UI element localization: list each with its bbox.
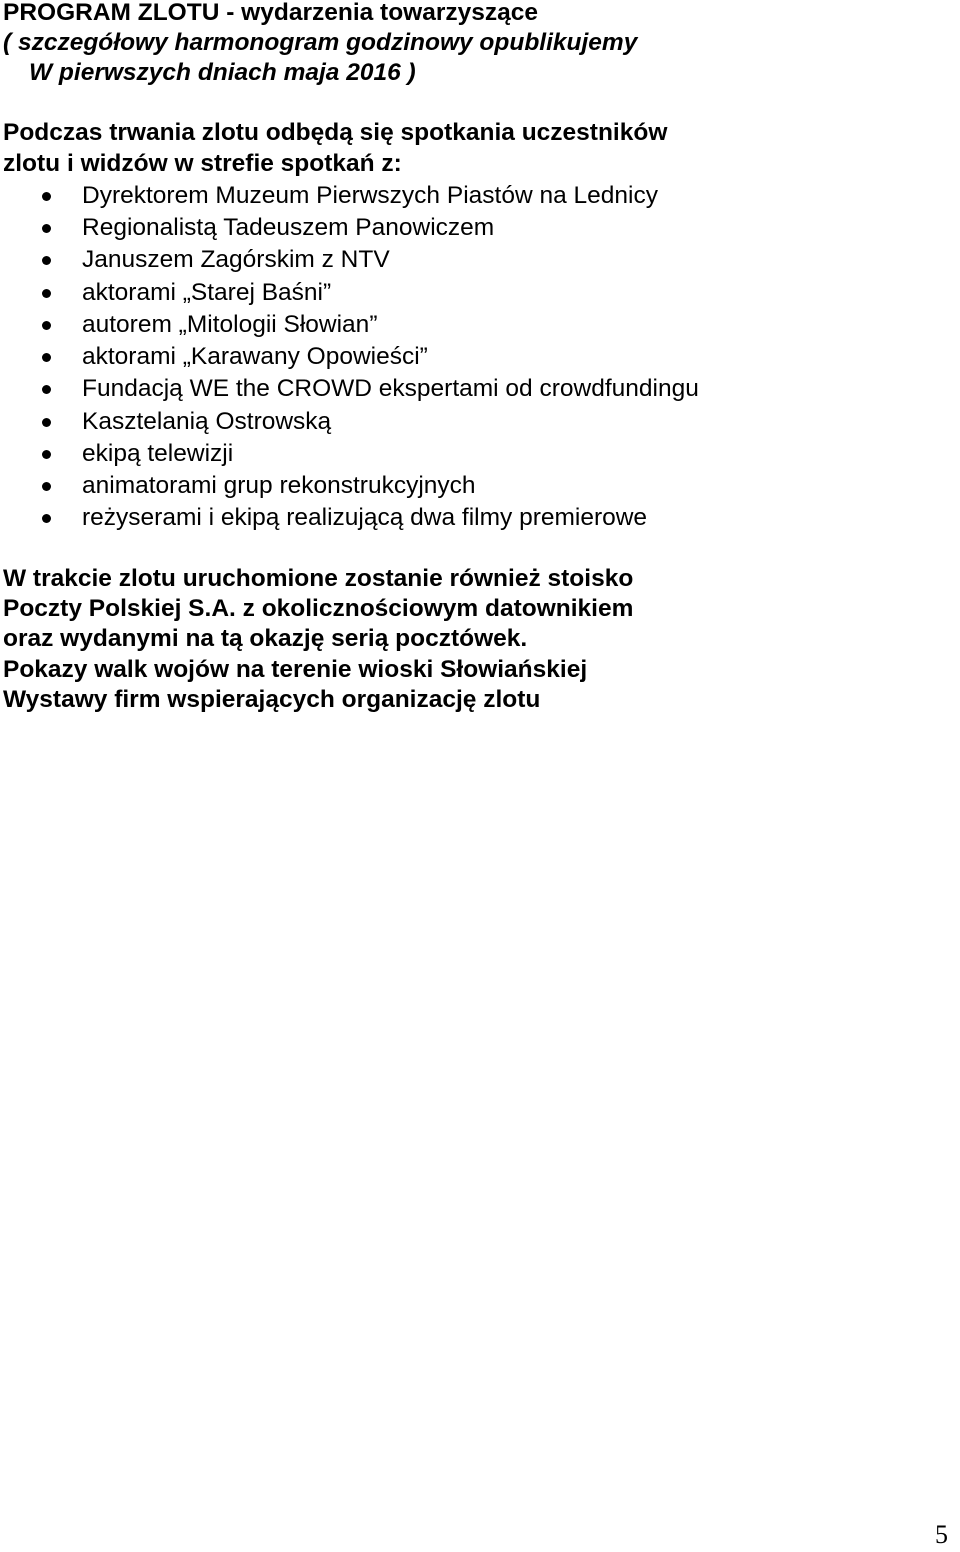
list-item: autorem „Mitologii Słowian”	[82, 311, 378, 338]
list-item: Dyrektorem Muzeum Pierwszych Piastów na Lednicy	[82, 182, 658, 209]
bullet-icon	[42, 385, 51, 394]
meetings-intro-line-1: Podczas trwania zlotu odbędą się spotkania uczestników	[3, 119, 668, 146]
list-item: Januszem Zagórskim z NTV	[82, 246, 390, 273]
bullet-icon	[42, 224, 51, 233]
list-item: Fundacją WE the CROWD ekspertami od crowdfundingu	[82, 375, 699, 402]
list-item: ekipą telewizji	[82, 440, 234, 467]
closing-line-1: W trakcie zlotu uruchomione zostanie również stoisko	[3, 565, 634, 592]
schedule-note-line-2: W pierwszych dniach maja 2016 )	[29, 59, 416, 86]
bullet-icon	[42, 192, 51, 201]
bullet-icon	[42, 482, 51, 491]
list-item: reżyserami i ekipą realizującą dwa filmy premierowe	[82, 504, 648, 531]
list-item: Kasztelanią Ostrowską	[82, 408, 332, 435]
bullet-icon	[42, 289, 51, 298]
bullet-icon	[42, 514, 51, 523]
bullet-icon	[42, 353, 51, 362]
bullet-icon	[42, 418, 51, 427]
bullet-icon	[42, 450, 51, 459]
closing-line-3: oraz wydanymi na tą okazję serią pocztówek.	[3, 625, 528, 652]
list-item: aktorami „Karawany Opowieści”	[82, 343, 428, 370]
schedule-note-line-1: ( szczegółowy harmonogram godzinowy opublikujemy	[3, 29, 638, 56]
list-item: Regionalistą Tadeuszem Panowiczem	[82, 214, 495, 241]
page-number: 5	[935, 1520, 948, 1549]
closing-line-5: Wystawy firm wspierających organizację zlotu	[3, 686, 541, 713]
closing-line-2: Poczty Polskiej S.A. z okolicznościowym datownikiem	[3, 595, 634, 622]
meetings-intro-line-2: zlotu i widzów w strefie spotkań z:	[3, 150, 402, 177]
list-item: animatorami grup rekonstrukcyjnych	[82, 472, 476, 499]
page-title: PROGRAM ZLOTU - wydarzenia towarzyszące	[3, 0, 539, 26]
list-item: aktorami „Starej Baśni”	[82, 279, 332, 306]
bullet-icon	[42, 321, 51, 330]
closing-line-4: Pokazy walk wojów na terenie wioski Słowiańskiej	[3, 656, 588, 683]
bullet-icon	[42, 256, 51, 265]
